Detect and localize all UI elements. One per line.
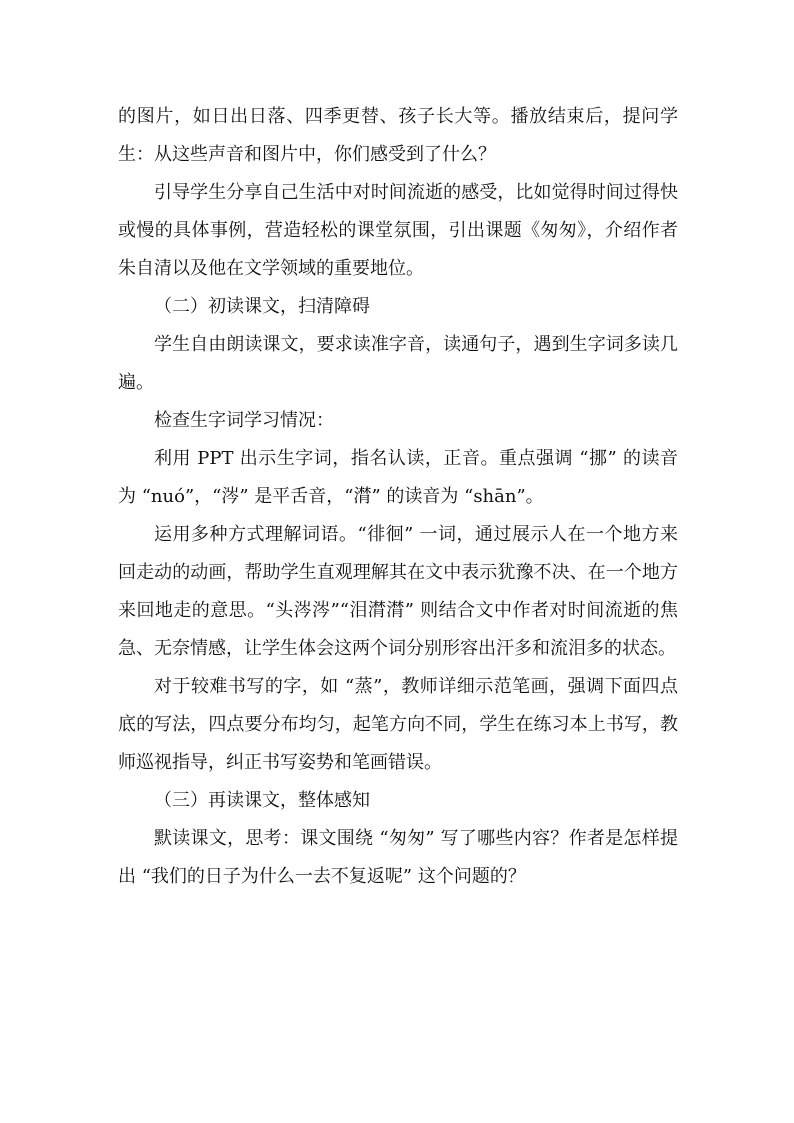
paragraph-free-reading: 学生自由朗读课文，要求读准字音，读通句子，遇到生字词多读几遍。 [118, 334, 678, 393]
paragraph-continued-intro: 的图片，如日出日落、四季更替、孩子长大等。播放结束后，提问学生：从这些声音和图片中，你们感受到了什么？ [118, 106, 678, 165]
paragraph-check-vocabulary: 检查生字词学习情况： [154, 410, 334, 431]
paragraph-word-meaning: 运用多种方式理解词语。“徘徊” 一词，通过展示人在一个地方来回走动的动画，帮助学生直观理解其在文中表示犹豫不决、在一个地方来回地走的意思。“头涔涔”“泪潸潸” 则结合文中作者对时间流逝的焦急、无奈情感，让学生体会这两个词分别形容出汗多和流泪多的状态。 [118, 524, 678, 659]
paragraph-writing-practice: 对于较难书写的字，如 “蒸”，教师详细示范笔画，强调下面四点底的写法，四点要分布均匀，起笔方向不同，学生在练习本上书写，教师巡视指导，纠正书写姿势和笔画错误。 [118, 676, 678, 773]
paragraph-silent-reading: 默读课文，思考：课文围绕 “匆匆” 写了哪些内容？作者是怎样提出 “我们的日子为什么一去不复返呢” 这个问题的？ [118, 828, 678, 887]
document-body [118, 98, 678, 896]
section-heading-second-reading: （三）再读课文，整体感知 [154, 790, 370, 811]
paragraph-guide-sharing: 引导学生分享自己生活中对时间流逝的感受，比如觉得时间过得快或慢的具体事例，营造轻松的课堂氛围，引出课题《匆匆》，介绍作者朱自清以及他在文学领域的重要地位。 [118, 182, 678, 279]
section-heading-first-reading: （二）初读课文，扫清障碍 [154, 296, 370, 317]
paragraph-ppt-pronunciation: 利用 PPT 出示生字词，指名认读，正音。重点强调 “挪” 的读音为 “nuó”，“涔” 是平舌音，“潸” 的读音为 “shān”。 [118, 448, 678, 507]
